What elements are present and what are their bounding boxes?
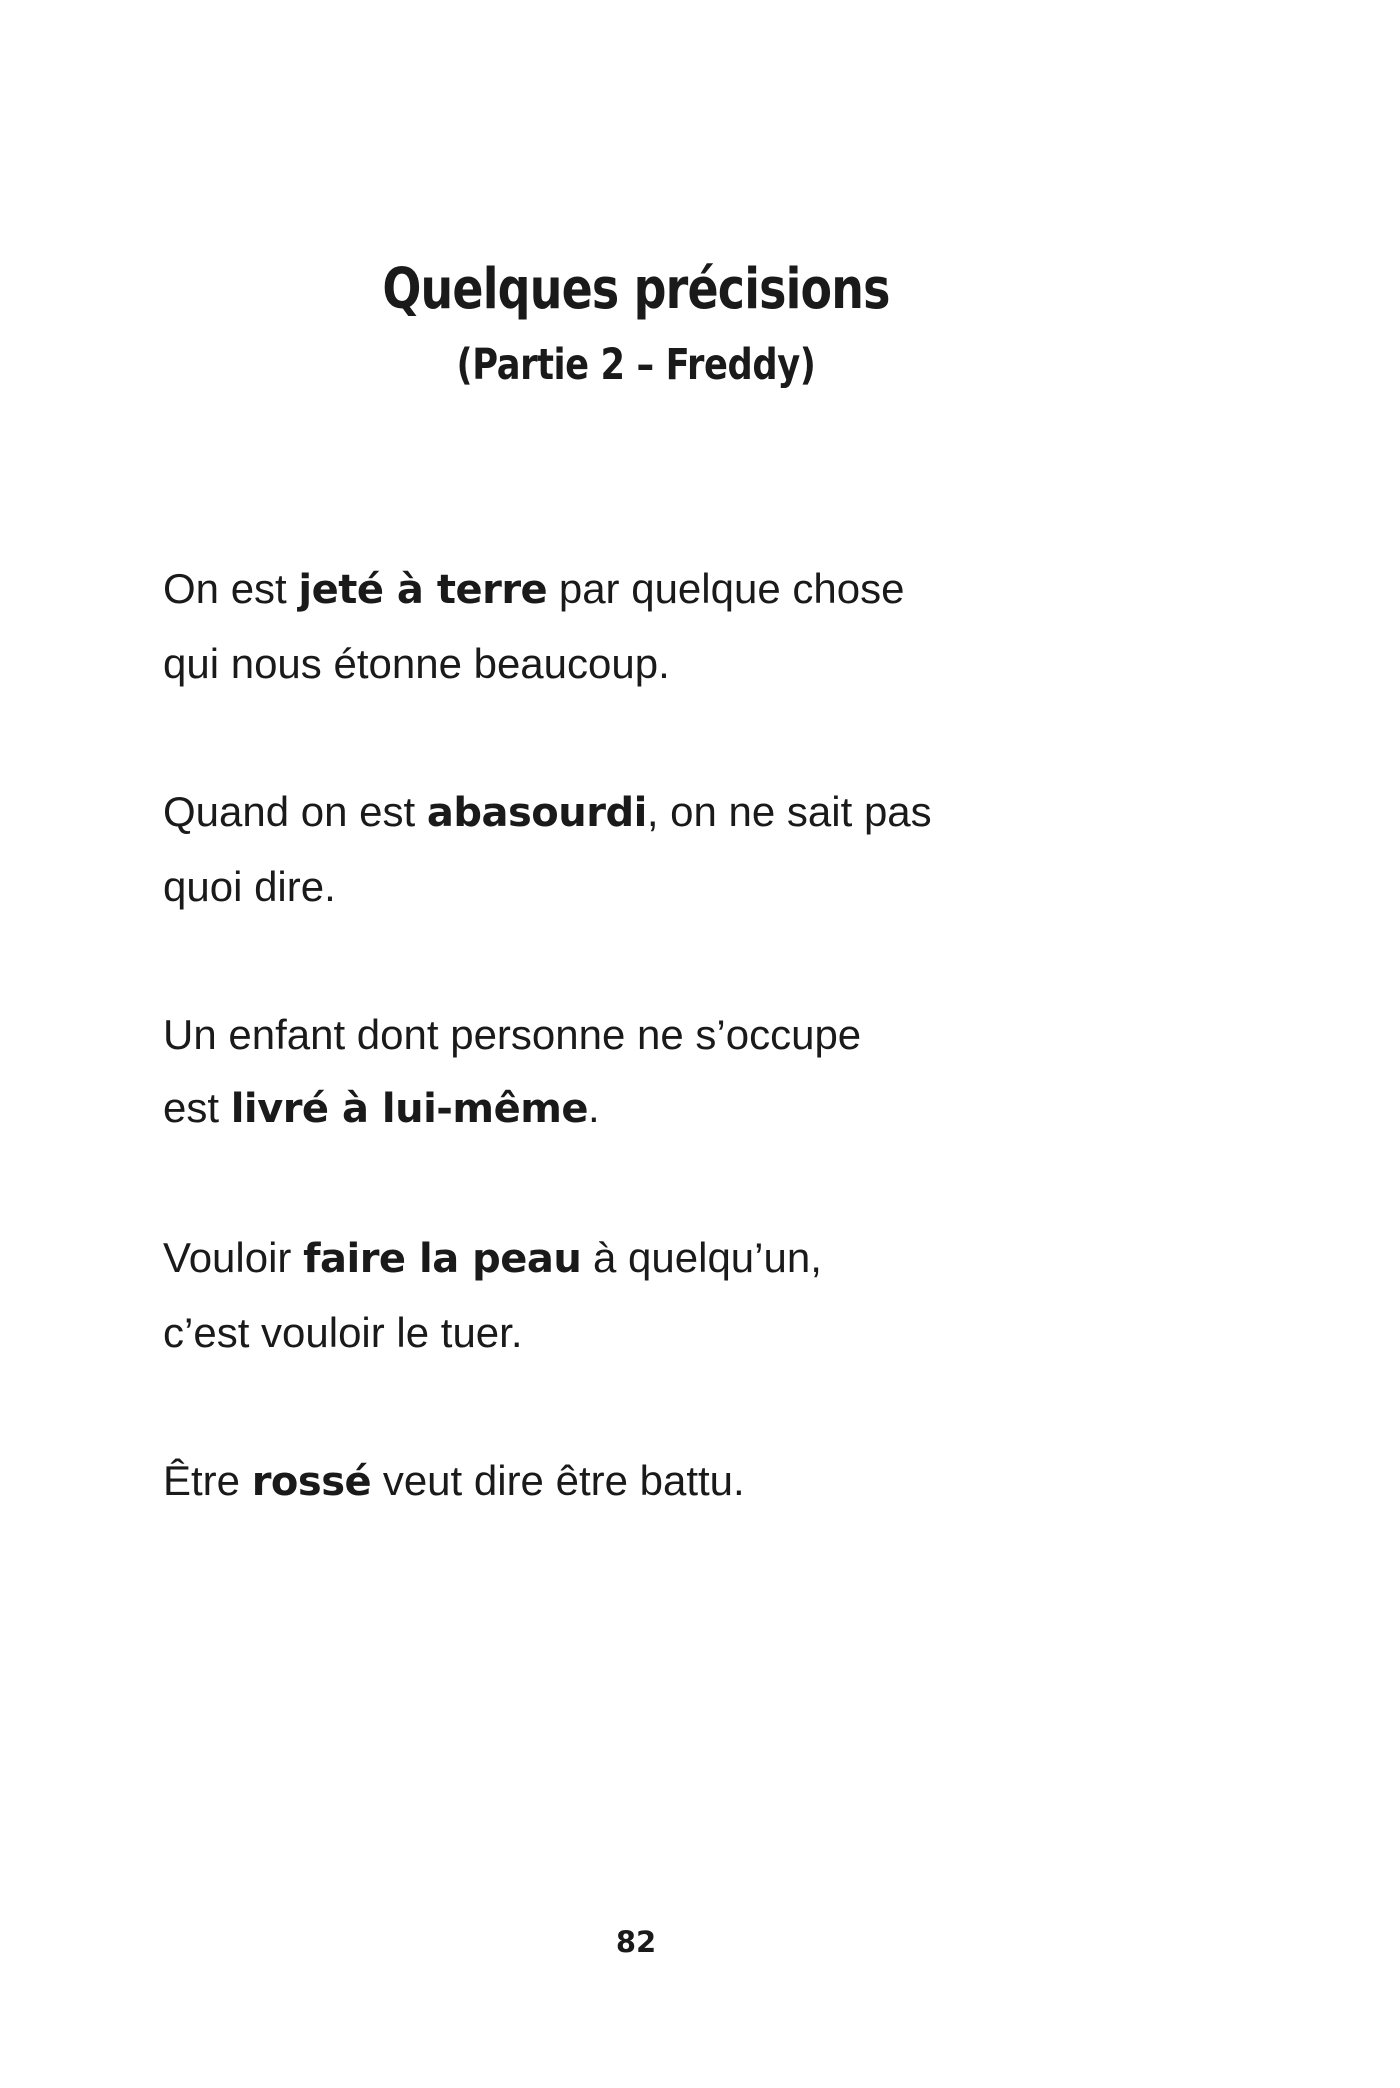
definition-text: quoi dire.: [163, 863, 336, 910]
definition-text: , on ne sait pas: [646, 788, 932, 835]
definition-item: [163, 775, 1163, 923]
definition-item: [163, 998, 1163, 1146]
definition-text: qui nous étonne beaucoup.: [163, 640, 670, 687]
definition-text: Un enfant dont personne ne s’occupe: [163, 1011, 862, 1058]
definition-text: veut dire être battu.: [371, 1457, 745, 1504]
definition-item: [163, 1221, 1163, 1369]
definition-text: par quelque chose: [547, 565, 905, 612]
definition-list: [163, 552, 1163, 1594]
definition-text: est: [163, 1084, 231, 1131]
definition-text: à quelqu’un,: [581, 1234, 822, 1281]
definition-text: Quand on est: [163, 788, 427, 835]
definition-text: On est: [163, 565, 299, 612]
page-subtitle: (Partie 2 – Freddy): [456, 340, 816, 390]
definition-item: [163, 552, 1163, 700]
page-title: Quelques précisions: [382, 257, 890, 322]
definition-term: faire la peau: [303, 1236, 582, 1282]
definition-term: rossé: [251, 1459, 372, 1505]
definition-term: abasourdi: [426, 790, 647, 836]
definition-term: livré à lui-même: [230, 1086, 589, 1132]
page-number: 82: [615, 1925, 657, 1959]
definition-text: .: [588, 1084, 600, 1131]
definition-term: jeté à terre: [298, 567, 548, 613]
definition-text: Vouloir: [163, 1234, 304, 1281]
definition-item: [163, 1444, 1163, 1519]
definition-text: c’est vouloir le tuer.: [163, 1309, 523, 1356]
definition-text: Être: [163, 1457, 252, 1504]
